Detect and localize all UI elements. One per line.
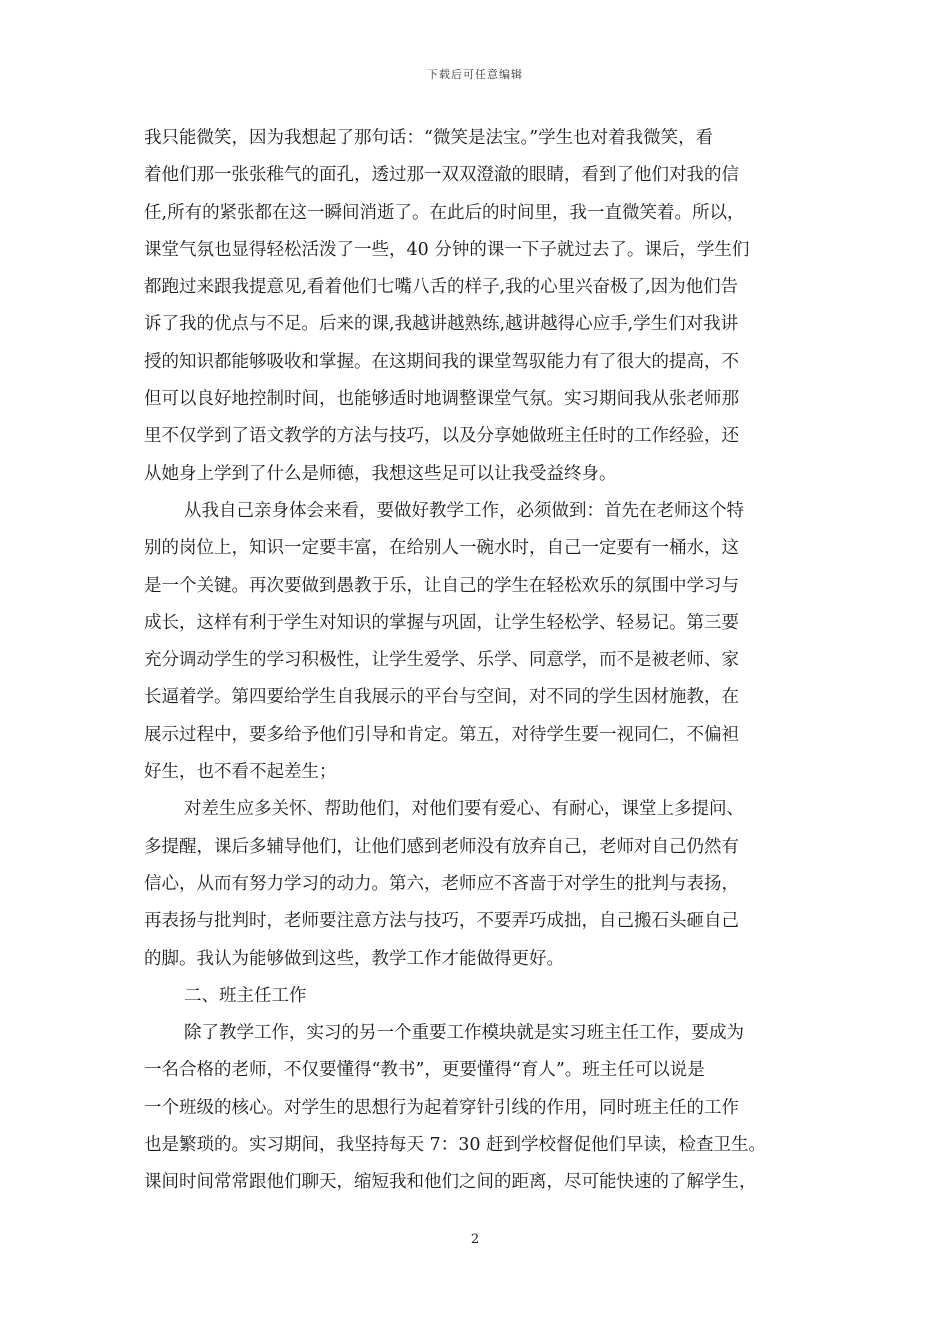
page-header: 下载后可任意编辑: [427, 68, 523, 81]
text-line: 里不仅学到了语文教学的方法与技巧，以及分享她做班主任时的工作经验，还: [144, 426, 739, 447]
text-line: 好生，也不看不起差生；: [144, 762, 337, 783]
text-line: 课间时间常常跟他们聊天，缩短我和他们之间的距离，尽可能快速的了解学生，: [144, 1172, 757, 1193]
text-line: 长逼着学。第四要给学生自我展示的平台与空间，对不同的学生因材施教，在: [144, 687, 739, 708]
text-line: 是一个关键。再次要做到愚教于乐，让自己的学生在轻松欢乐的氛围中学习与: [144, 575, 739, 596]
text-line: 任,所有的紧张都在这一瞬间消逝了。在此后的时间里，我一直微笑着。所以，: [144, 202, 745, 223]
text-line: 展示过程中，要多给予他们引导和肯定。第五，对待学生要一视同仁，不偏袒: [144, 724, 739, 745]
text-line: 诉了我的优点与不足。后来的课,我越讲越熟练,越讲越得心应手,学生们对我讲: [144, 314, 739, 335]
text-line: 一名合格的老师，不仅要懂得“教书”，更要懂得“育人”。班主任可以说是: [144, 1060, 705, 1081]
text-line: 从她身上学到了什么是师德，我想这些足可以让我受益终身。: [144, 463, 617, 484]
text-line: 信心，从而有努力学习的动力。第六，老师应不吝啬于对学生的批判与表扬，: [144, 873, 739, 894]
text-line: 成长，这样有利于学生对知识的掌握与巩固，让学生轻松学、轻易记。第三要: [144, 612, 739, 633]
text-line: 别的岗位上，知识一定要丰富，在给别人一碗水时，自己一定要有一桶水，这: [144, 538, 739, 559]
body-text: [144, 120, 826, 1202]
page-number: 2: [470, 1232, 480, 1247]
text-line: 都跑过来跟我提意见,看着他们七嘴八舌的样子,我的心里兴奋极了,因为他们告: [144, 277, 739, 298]
text-line: 也是繁琐的。实习期间，我坚持每天 7：30 赶到学校督促他们早读，检查卫生。: [144, 1135, 767, 1156]
text-line: 着他们那一张张稚气的面孔，透过那一双双澄澈的眼睛，看到了他们对我的信: [144, 165, 739, 186]
text-line: 的脚。我认为能够做到这些，教学工作才能做得更好。: [144, 948, 564, 969]
text-line: 我只能微笑，因为我想起了那句话：“微笑是法宝。”学生也对着我微笑，看: [144, 128, 714, 148]
text-line: 再表扬与批判时，老师要注意方法与技巧，不要弄巧成拙，自己搬石头砸自己: [144, 911, 739, 932]
text-line: 从我自己亲身体会来看，要做好教学工作，必须做到：首先在老师这个特: [184, 500, 744, 521]
text-line: 除了教学工作，实习的另一个重要工作模块就是实习班主任工作，要成为: [184, 1023, 744, 1044]
text-line: 多提醒，课后多辅导他们，让他们感到老师没有放弃自己，老师对自己仍然有: [144, 836, 739, 857]
text-line: 但可以良好地控制时间，也能够适时地调整课堂气氛。实习期间我从张老师那: [144, 389, 739, 410]
text-line: 一个班级的核心。对学生的思想行为起着穿针引线的作用，同时班主任的工作: [144, 1097, 739, 1118]
text-line: 充分调动学生的学习积极性，让学生爱学、乐学、同意学，而不是被老师、家: [144, 650, 739, 671]
text-line: 授的知识都能够吸收和掌握。在这期间我的课堂驾驭能力有了很大的提高，不: [144, 351, 739, 372]
text-line: 课堂气氛也显得轻松活泼了一些，40 分钟的课一下子就过去了。课后，学生们: [144, 239, 750, 260]
text-line: 对差生应多关怀、帮助他们，对他们要有爱心、有耐心，课堂上多提问、: [184, 799, 744, 820]
text-line: 二、班主任工作: [184, 985, 307, 1006]
